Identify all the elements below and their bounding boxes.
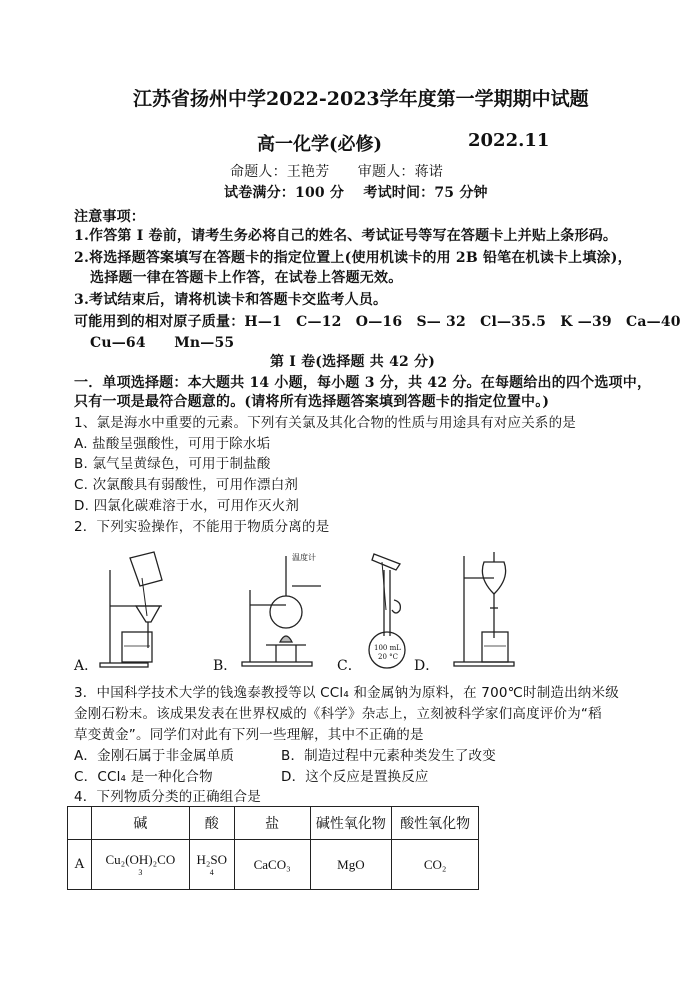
acidic-oxide-cell: CO₂ — [392, 840, 479, 890]
table-header-cell: 酸性氧化物 — [392, 807, 479, 840]
note-1: 1.作答第 I 卷前，请考生务必将自己的姓名、考试证号等写在答题卡上并贴上条形码。 — [74, 228, 618, 244]
q1-stem: 1、氯是海水中重要的元素。下列有关氯及其化合物的性质与用途具有对应关系的是 — [74, 415, 576, 431]
exam-info-line: 试卷满分：100 分 考试时间：75 分钟 — [224, 185, 488, 201]
apparatus-distillation-figure — [236, 550, 331, 670]
acid-formula-wrap: 4 — [209, 868, 214, 877]
flask-volume-label: 100 mL — [374, 644, 401, 652]
q2-stem: 2．下列实验操作，不能用于物质分离的是 — [74, 519, 330, 535]
q3-option-d: D．这个反应是置换反应 — [281, 769, 429, 785]
atomic-masses: 可能用到的相对原子质量：H—1 C—12 O—16 S— 32 Cl—35.5 K —39 Ca—40 — [74, 314, 681, 330]
section-instructions-cont: 只有一项是最符合题意的。(请将所有选择题答案填到答题卡的指定位置中。) — [74, 394, 550, 410]
atomic-masses-cont: Cu—64 Mn—55 — [90, 335, 235, 351]
table-header-row — [68, 807, 479, 840]
note-2-cont: 选择题一律在答题卡上作答，在试卷上答题无效。 — [90, 270, 403, 286]
apparatus-separatory-funnel-figure — [448, 550, 528, 670]
table-header-cell: 碱性氧化物 — [310, 807, 392, 840]
q3-stem-cont-2: 草变黄金”。同学们对此有下列一些理解，其中不正确的是 — [74, 727, 424, 743]
q1-option-d: D. 四氯化碳难溶于水，可用作灭火剂 — [74, 498, 300, 514]
exam-date: 2022.11 — [468, 130, 550, 151]
acid-cell — [189, 840, 234, 890]
thermometer-label: 温度计 — [292, 553, 316, 562]
table-row — [68, 840, 479, 890]
base-formula: Cu₂(OH)₂CO — [105, 852, 176, 867]
section-instructions: 一．单项选择题：本大题共 14 小题，每小题 3 分，共 42 分。在每题给出的四个选项中， — [74, 375, 652, 391]
basic-oxide-cell: MgO — [310, 840, 392, 890]
q2-label-b: B． — [213, 658, 238, 674]
subject-title: 高一化学(必修) — [257, 134, 383, 155]
note-2: 2.将选择题答案填写在答题卡的指定位置上(使用机读卡的用 2B 铅笔在机读卡上填涂)， — [74, 250, 632, 266]
row-label: A — [68, 840, 92, 890]
q3-stem: 3．中国科学技术大学的钱逸泰教授等以 CCl₄ 和金属钠为原料，在 700℃时制造出纳米级 — [74, 685, 619, 701]
table-header-cell — [68, 807, 92, 840]
q1-option-a: A. 盐酸呈强酸性，可用于除水垢 — [74, 436, 271, 452]
q3-option-c: C．CCl₄ 是一种化合物 — [74, 769, 213, 785]
q3-stem-cont-1: 金刚石粉末。该成果发表在世界权威的《科学》杂志上，立刻被科学家们高度评价为“稻 — [74, 706, 602, 722]
apparatus-filtration-figure — [92, 550, 187, 670]
note-3: 3.考试结束后，请将机读卡和答题卡交监考人员。 — [74, 292, 388, 308]
acid-formula: H₂SO — [196, 852, 228, 867]
q2-label-d: D． — [414, 658, 440, 674]
flask-temp-label: 20 °C — [378, 653, 398, 661]
exam-title: 江苏省扬州中学2022-2023学年度第一学期期中试题 — [133, 88, 589, 110]
authors-line: 命题人：王艳芳 审题人：蒋诺 — [230, 164, 443, 180]
notes-heading: 注意事项： — [74, 209, 145, 225]
q4-stem: 4．下列物质分类的正确组合是 — [74, 789, 261, 805]
q3-option-b: B．制造过程中元素种类发生了改变 — [281, 748, 496, 764]
base-cell — [91, 840, 189, 890]
q2-label-c: C． — [337, 658, 362, 674]
section-title: 第 I 卷(选择题 共 42 分) — [270, 354, 436, 370]
q1-option-b: B. 氯气呈黄绿色，可用于制盐酸 — [74, 456, 271, 472]
table-header-cell: 碱 — [91, 807, 189, 840]
apparatus-volumetric-flask-figure — [360, 550, 420, 670]
table-header-cell: 酸 — [189, 807, 234, 840]
base-formula-wrap: 3 — [138, 868, 143, 877]
q1-option-c: C. 次氯酸具有弱酸性，可用作漂白剂 — [74, 477, 299, 493]
q2-label-a: A． — [74, 658, 99, 674]
table-header-cell: 盐 — [234, 807, 310, 840]
salt-cell: CaCO₃ — [234, 840, 310, 890]
q3-option-a: A．金刚石属于非金属单质 — [74, 748, 235, 764]
stand-base — [100, 663, 148, 667]
classification-table — [67, 806, 479, 890]
